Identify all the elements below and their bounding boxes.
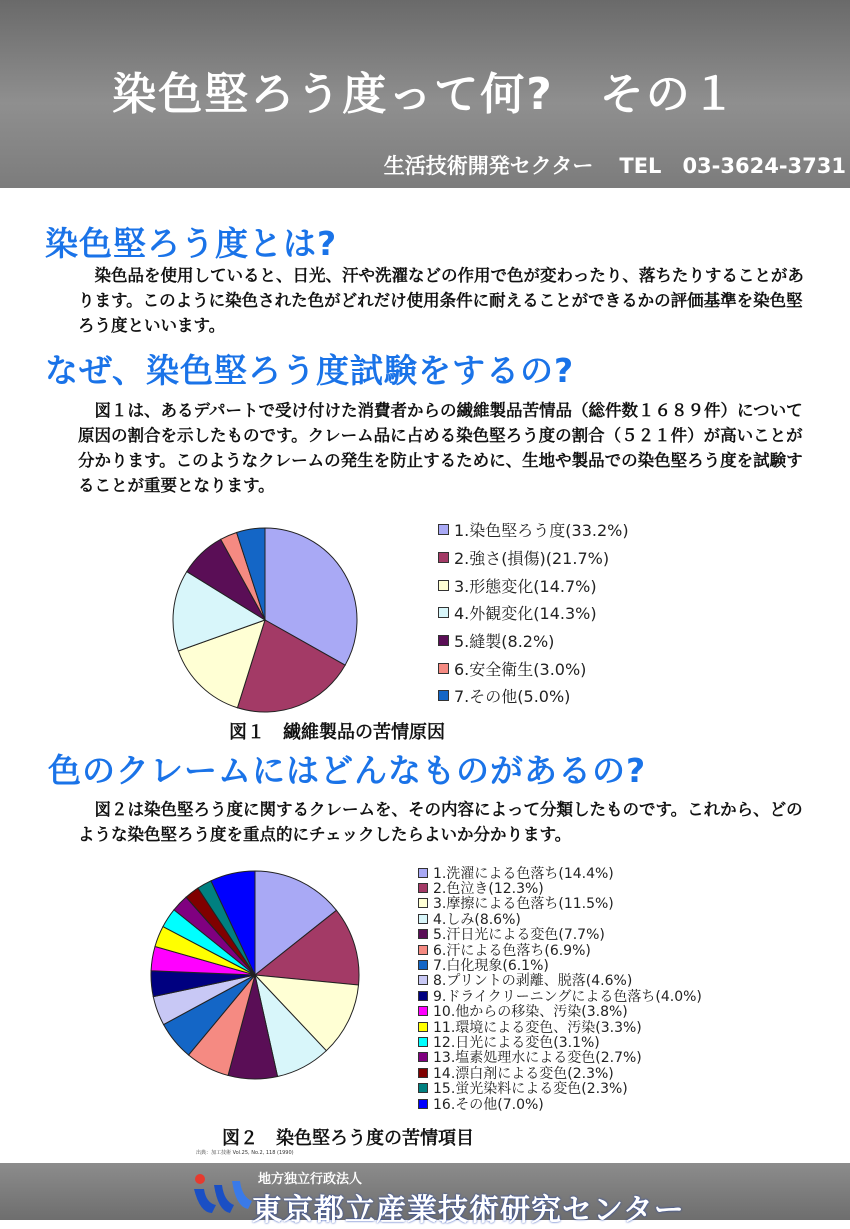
fig1-legend-item-7 <box>438 682 629 710</box>
footer-org-type: 地方独立行政法人 <box>258 1172 363 1187</box>
fig2-legend-label-2: 2.色泣き(12.3%) <box>433 881 544 898</box>
section-heading-what: 染色堅ろう度とは? <box>45 224 338 263</box>
fig1-legend-label-4: 4.外観変化(14.3%) <box>454 604 597 624</box>
section-heading-why: なぜ、染色堅ろう度試験をするの? <box>45 351 575 390</box>
pie-chart-complaint-causes <box>160 515 370 725</box>
fig1-legend-swatch-5 <box>438 635 449 646</box>
fig2-legend-swatch-3 <box>418 898 428 908</box>
figure-1-caption: 図１ 繊維製品の苦情原因 <box>229 722 445 743</box>
fig2-legend-label-3: 3.摩擦による色落ち(11.5%) <box>433 896 614 913</box>
footer-org-name: 東京都立産業技術研究センター <box>252 1193 685 1228</box>
fig1-legend-label-3: 3.形態変化(14.7%) <box>454 576 597 596</box>
fig1-legend-label-7: 7.その他(5.0%) <box>454 687 571 707</box>
fig2-legend-label-4: 4.しみ(8.6%) <box>433 911 521 928</box>
fig1-legend-item-4 <box>438 599 629 627</box>
fig1-legend-swatch-2 <box>438 552 449 563</box>
fig1-legend-label-1: 1.染色堅ろう度(33.2%) <box>454 521 629 541</box>
fig1-legend-item-3 <box>438 571 629 599</box>
fig2-legend-label-8: 8.プリントの剥離、脱落(4.6%) <box>433 973 633 990</box>
fig2-legend-swatch-15 <box>418 1083 428 1093</box>
page-footer <box>0 1163 850 1228</box>
phone-number: TEL 03-3624-3731 <box>619 154 846 178</box>
fig2-legend-label-9: 9.ドライクリーニングによる色落ち(4.0%) <box>433 988 702 1005</box>
fig2-legend-swatch-12 <box>418 1037 428 1047</box>
section-paragraph-what: 染色品を使用していると、日光、汗や洗濯などの作用で色が変わったり、落ちたりすることがあります。このように染色された色がどれだけ使用条件に耐えることができるかの評価基準を染色堅ろう度といいます。 <box>78 266 804 335</box>
legend-colorfastness-complaints <box>418 865 702 1111</box>
section-heading-types: 色のクレームにはどんなものがあるの? <box>48 751 647 790</box>
fig1-legend-item-6 <box>438 654 629 682</box>
figure-2-caption: 図２ 染色堅ろう度の苦情項目 <box>222 1128 474 1149</box>
fig2-legend-label-12: 12.日光による変色(3.1%) <box>433 1035 600 1051</box>
fig2-legend-swatch-9 <box>418 991 428 1001</box>
fig1-legend-item-2 <box>438 544 629 572</box>
fig1-legend-swatch-6 <box>438 663 449 674</box>
fig1-legend-swatch-3 <box>438 580 449 591</box>
fig2-legend-label-7: 7.白化現象(6.1%) <box>433 958 549 975</box>
fig2-legend-swatch-13 <box>418 1052 428 1062</box>
fig2-legend-label-1: 1.洗濯による色落ち(14.4%) <box>433 865 614 882</box>
page-header <box>0 0 850 188</box>
contact-line <box>384 150 846 180</box>
fig1-legend-item-1 <box>438 516 629 544</box>
fig2-legend-swatch-1 <box>418 868 428 878</box>
fig1-legend-swatch-4 <box>438 607 449 618</box>
fig1-legend-item-5 <box>438 627 629 655</box>
fig2-legend-label-11: 11.環境による変色、汚染(3.3%) <box>433 1019 642 1036</box>
fig2-legend-label-13: 13.塩素処理水による変色(2.7%) <box>433 1050 642 1067</box>
fig2-legend-label-6: 6.汗による色落ち(6.9%) <box>433 942 591 959</box>
pie-chart-colorfastness-complaints <box>138 862 378 1092</box>
fig1-legend-label-6: 6.安全衛生(3.0%) <box>454 659 587 679</box>
fig2-legend-swatch-4 <box>418 914 428 924</box>
fig1-legend-swatch-7 <box>438 690 449 701</box>
source-note: 出典：加工技術 Vol.25, No.2, 118 (1990) <box>196 1150 294 1156</box>
fig2-legend-label-10: 10.他からの移染、汚染(3.8%) <box>433 1004 628 1021</box>
fig1-legend-label-2: 2.強さ(損傷)(21.7%) <box>454 549 610 569</box>
fig2-legend-swatch-10 <box>418 1006 428 1016</box>
organization-logo-icon <box>190 1169 254 1217</box>
fig1-legend-label-5: 5.縫製(8.2%) <box>454 632 555 652</box>
fig2-legend-swatch-6 <box>418 945 428 955</box>
fig2-legend-label-14: 14.漂白剤による変色(2.3%) <box>433 1065 614 1082</box>
fig2-legend-swatch-2 <box>418 883 428 893</box>
fig2-legend-swatch-11 <box>418 1022 428 1032</box>
fig2-legend-label-15: 15.蛍光染料による変色(2.3%) <box>433 1081 628 1098</box>
fig2-legend-swatch-16 <box>418 1099 428 1109</box>
section-paragraph-types: 図２は染色堅ろう度に関するクレームを、その内容によって分類したものです。これから、どのような染色堅ろう度を重点的にチェックしたらよいか分かります。 <box>78 800 803 844</box>
org-name: 生活技術開発セクター <box>383 154 594 178</box>
fig2-legend-label-16: 16.その他(7.0%) <box>433 1096 544 1113</box>
fig2-legend-swatch-8 <box>418 975 428 985</box>
legend-complaint-causes <box>438 516 629 710</box>
fig1-legend-swatch-1 <box>438 524 449 535</box>
page-title: 染色堅ろう度って何? その１ <box>112 69 738 120</box>
fig2-legend-swatch-14 <box>418 1068 428 1078</box>
section-paragraph-why: 図１は、あるデパートで受け付けた消費者からの繊維製品苦情品（総件数１６８９件）について原因の割合を示したものです。クレーム品に占める染色堅ろう度の割合（５２１件）が高いことが分かります。このようなクレームの発生を防止するために、生地や製品での染色堅ろう度を試験することが重要となります。 <box>78 401 803 495</box>
fig2-legend-swatch-5 <box>418 929 428 939</box>
fig2-legend-label-5: 5.汗日光による変色(7.7%) <box>433 927 605 944</box>
fig2-legend-swatch-7 <box>418 960 428 970</box>
